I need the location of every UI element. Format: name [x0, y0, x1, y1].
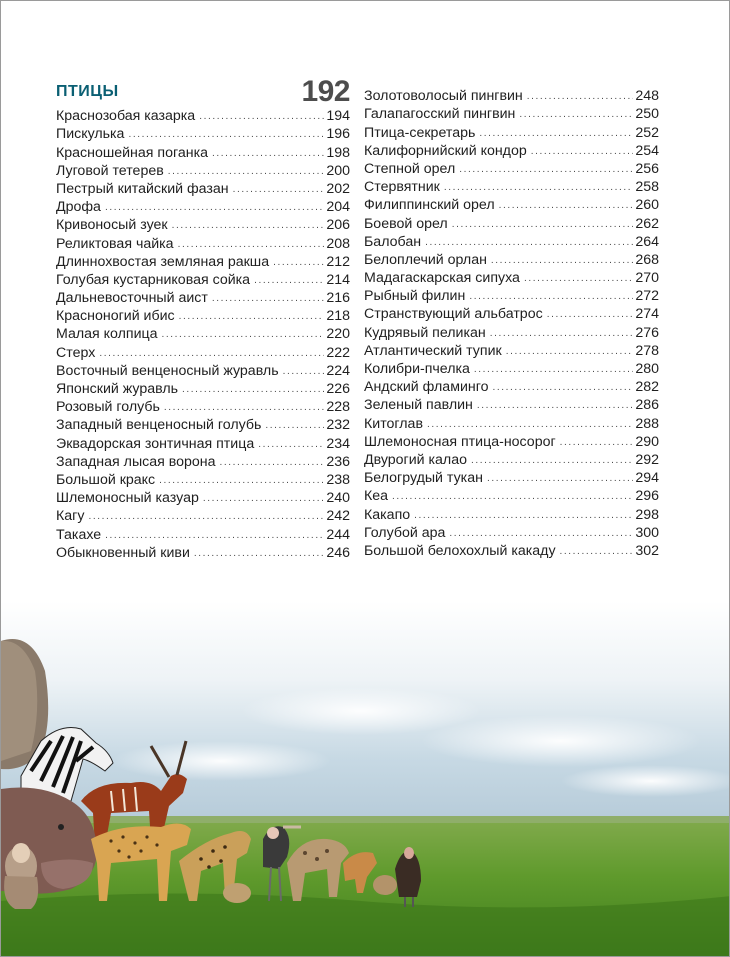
toc-leader-dots: [490, 324, 634, 342]
toc-entry-page: 290: [635, 433, 659, 450]
toc-entry-page: 244: [326, 526, 350, 543]
section-header: [56, 75, 350, 108]
toc-leader-dots: [283, 362, 325, 380]
toc-entry-name: Золотоволосый пингвин: [364, 88, 523, 105]
toc-leader-dots: [105, 526, 324, 544]
toc-entry: [364, 214, 659, 232]
toc-entry: [56, 271, 350, 289]
toc-leader-dots: [452, 215, 634, 233]
toc-entry-name: Кагу: [56, 508, 85, 525]
toc-entry-page: 238: [326, 471, 350, 488]
toc-leader-dots: [172, 216, 325, 234]
toc-entry-name: Галапагосский пингвин: [364, 106, 516, 123]
toc-entry-name: Балобан: [364, 233, 422, 250]
toc-entry-name: Колибри-пчелка: [364, 361, 470, 377]
toc-entry-name: Китоглав: [364, 415, 423, 432]
toc-entry-page: 298: [635, 506, 659, 523]
toc-entry: [364, 233, 659, 251]
toc-entry: [364, 142, 659, 160]
toc-entry: [364, 123, 659, 141]
toc-entry-name: Филиппинский орел: [364, 197, 495, 214]
toc-leader-dots: [194, 544, 324, 562]
section-title: ПТИЦЫ: [56, 83, 119, 100]
toc-entry: [56, 253, 350, 271]
toc-entry-page: 274: [635, 306, 659, 323]
toc-entry-name: Белоплечий орлан: [364, 251, 487, 268]
toc-entry: [56, 507, 350, 525]
toc-entry-page: 302: [635, 542, 659, 559]
toc-list-right: [364, 87, 659, 560]
toc-leader-dots: [265, 416, 324, 434]
toc-entry: [364, 87, 659, 105]
toc-entry-page: 202: [326, 180, 350, 197]
toc-entry-name: Пискулька: [56, 126, 125, 143]
toc-entry-page: 268: [635, 251, 659, 268]
toc-entry-name: Восточный венценосный журавль: [56, 362, 279, 379]
toc-entry: [364, 487, 659, 505]
toc-entry: [56, 453, 350, 471]
toc-entry-name: Красношейная поганка: [56, 144, 208, 161]
toc-entry-page: 206: [326, 217, 350, 234]
toc-entry-name: Какапо: [364, 506, 411, 523]
toc-entry-page: 200: [326, 162, 350, 179]
toc-entry-name: Длиннохвостая земляная ракша: [56, 253, 270, 270]
toc-entry: [364, 160, 659, 178]
toc-entry-page: 286: [635, 397, 659, 414]
toc-entry-name: Малая колпица: [56, 326, 158, 343]
toc-entry: [56, 471, 350, 489]
toc-entry: [364, 414, 659, 432]
toc-entry: [364, 342, 659, 360]
table-of-contents: [1, 75, 730, 571]
toc-entry-page: 242: [326, 508, 350, 525]
toc-entry-name: Дрофа: [56, 199, 101, 216]
toc-entry-page: 276: [635, 324, 659, 341]
toc-leader-dots: [547, 305, 634, 323]
toc-leader-dots: [179, 307, 325, 325]
toc-entry-name: Андский фламинго: [364, 379, 489, 396]
toc-leader-dots: [444, 178, 633, 196]
toc-leader-dots: [492, 378, 633, 396]
toc-entry-page: 260: [635, 197, 659, 214]
toc-entry-name: Мадагаскарская сипуха: [364, 270, 520, 287]
toc-entry-name: Калифорнийский кондор: [364, 142, 527, 159]
toc-entry: [364, 469, 659, 487]
toc-leader-dots: [487, 469, 633, 487]
toc-entry-page: 282: [635, 379, 659, 396]
toc-entry: [364, 360, 659, 378]
toc-entry: [364, 451, 659, 469]
toc-leader-dots: [178, 235, 325, 253]
toc-entry-page: 258: [635, 179, 659, 196]
toc-entry: [56, 544, 350, 562]
toc-entry-page: 272: [635, 288, 659, 305]
toc-entry-name: Большой кракс: [56, 471, 156, 488]
toc-entry-page: 250: [635, 106, 659, 123]
toc-entry: [364, 196, 659, 214]
toc-entry-page: 296: [635, 488, 659, 505]
toc-entry: [364, 505, 659, 523]
toc-entry-name: Западный венценосный голубь: [56, 417, 262, 434]
toc-entry-page: 236: [326, 453, 350, 470]
toc-entry-page: 224: [326, 362, 350, 379]
toc-entry-page: 278: [635, 342, 659, 359]
toc-leader-dots: [524, 269, 633, 287]
toc-list-left: [56, 107, 350, 562]
toc-entry-name: Голубая кустарниковая сойка: [56, 271, 251, 288]
toc-leader-dots: [471, 451, 633, 469]
toc-entry-name: Шлемоносный казуар: [56, 490, 199, 507]
toc-entry: [364, 323, 659, 341]
toc-entry-name: Белогрудый тукан: [364, 470, 483, 487]
toc-entry-name: Птица-секретарь: [364, 124, 476, 141]
toc-entry-page: 270: [635, 270, 659, 287]
toc-entry-page: 228: [326, 399, 350, 416]
toc-entry-name: Розовый голубь: [56, 399, 160, 416]
toc-leader-dots: [425, 233, 633, 251]
toc-entry-page: 292: [635, 451, 659, 468]
toc-leader-dots: [499, 196, 634, 214]
toc-entry-name: Такахе: [56, 526, 102, 543]
toc-entry-page: 226: [326, 381, 350, 397]
toc-leader-dots: [159, 471, 324, 489]
toc-leader-dots: [99, 344, 324, 362]
toc-entry-page: 248: [635, 88, 659, 105]
toc-leader-dots: [527, 87, 634, 105]
toc-entry-name: Западная лысая ворона: [56, 453, 216, 470]
toc-entry-name: Стервятник: [364, 179, 440, 196]
toc-leader-dots: [273, 253, 324, 271]
toc-entry-page: 256: [635, 160, 659, 177]
toc-entry: [56, 416, 350, 434]
toc-column-right: [364, 87, 659, 560]
toc-leader-dots: [233, 180, 325, 198]
toc-leader-dots: [474, 360, 633, 378]
toc-leader-dots: [506, 342, 634, 360]
toc-entry-page: 208: [326, 235, 350, 252]
toc-leader-dots: [162, 325, 325, 343]
toc-entry-name: Обыкновенный киви: [56, 544, 190, 561]
toc-entry-page: 234: [326, 435, 350, 452]
toc-leader-dots: [254, 271, 324, 289]
toc-entry-page: 246: [326, 544, 350, 561]
toc-entry-page: 254: [635, 142, 659, 159]
toc-leader-dots: [182, 380, 324, 398]
toc-entry: [56, 434, 350, 452]
toc-entry-page: 204: [326, 199, 350, 216]
toc-entry-page: 280: [635, 361, 659, 377]
toc-entry-name: Странствующий альбатрос: [364, 306, 543, 323]
toc-entry: [56, 380, 350, 398]
toc-entry: [56, 289, 350, 307]
toc-entry: [56, 489, 350, 507]
toc-leader-dots: [212, 289, 324, 307]
toc-entry: [364, 287, 659, 305]
toc-leader-dots: [220, 453, 325, 471]
toc-entry-name: Кудрявый пеликан: [364, 324, 486, 341]
toc-leader-dots: [560, 433, 634, 451]
toc-leader-dots: [459, 160, 633, 178]
toc-entry-page: 222: [326, 344, 350, 361]
toc-entry: [56, 362, 350, 380]
toc-leader-dots: [128, 125, 324, 143]
toc-entry-page: 262: [635, 215, 659, 232]
toc-entry-page: 196: [326, 126, 350, 143]
toc-entry: [364, 396, 659, 414]
toc-entry-name: Большой белохохлый какаду: [364, 542, 556, 559]
toc-entry-name: Японский журавль: [56, 381, 178, 397]
toc-entry: [56, 162, 350, 180]
toc-leader-dots: [469, 287, 633, 305]
toc-entry: [56, 325, 350, 343]
toc-entry: [56, 343, 350, 361]
toc-entry: [56, 398, 350, 416]
toc-entry: [364, 251, 659, 269]
toc-entry-name: Красноногий ибис: [56, 308, 175, 325]
toc-entry-name: Пестрый китайский фазан: [56, 180, 229, 197]
toc-leader-dots: [414, 506, 633, 524]
toc-entry-page: 220: [326, 326, 350, 343]
toc-leader-dots: [199, 107, 324, 125]
toc-entry: [364, 433, 659, 451]
toc-leader-dots: [168, 162, 325, 180]
toc-entry-page: 288: [635, 415, 659, 432]
toc-leader-dots: [531, 142, 634, 160]
toc-leader-dots: [203, 489, 324, 507]
toc-leader-dots: [88, 507, 324, 525]
toc-entry-page: 252: [635, 124, 659, 141]
toc-entry-name: Кривоносый зуек: [56, 217, 168, 234]
toc-entry: [56, 307, 350, 325]
toc-entry-name: Зеленый павлин: [364, 397, 473, 414]
toc-entry-name: Эквадорская зонтичная птица: [56, 435, 255, 452]
toc-leader-dots: [392, 487, 633, 505]
toc-leader-dots: [477, 396, 633, 414]
toc-entry-name: Атлантический тупик: [364, 342, 502, 359]
toc-entry: [56, 525, 350, 543]
toc-entry: [364, 105, 659, 123]
toc-entry-page: 218: [326, 308, 350, 325]
toc-entry: [56, 216, 350, 234]
toc-entry-page: 300: [635, 524, 659, 541]
toc-leader-dots: [560, 542, 634, 560]
toc-entry: [364, 269, 659, 287]
toc-entry: [56, 180, 350, 198]
toc-entry-name: Краснозобая казарка: [56, 108, 196, 125]
section-page-number: 192: [301, 75, 350, 108]
toc-entry-name: Боевой орел: [364, 215, 448, 232]
toc-entry-page: 194: [326, 108, 350, 125]
toc-entry-page: 212: [326, 253, 350, 270]
toc-entry-page: 240: [326, 490, 350, 507]
toc-leader-dots: [491, 251, 633, 269]
toc-column-left: [56, 75, 350, 562]
toc-entry-name: Шлемоносная птица-носорог: [364, 433, 556, 450]
toc-entry-page: 198: [326, 144, 350, 161]
toc-leader-dots: [258, 435, 324, 453]
toc-entry-page: 232: [326, 417, 350, 434]
toc-entry-name: Степной орел: [364, 160, 456, 177]
toc-entry-page: 216: [326, 290, 350, 307]
toc-entry: [364, 524, 659, 542]
toc-entry-page: 294: [635, 470, 659, 487]
toc-entry-name: Голубой ара: [364, 524, 446, 541]
toc-entry-name: Луговой тетерев: [56, 162, 164, 179]
toc-entry-name: Кеа: [364, 488, 389, 505]
toc-entry: [56, 198, 350, 216]
toc-entry: [56, 234, 350, 252]
toc-leader-dots: [479, 124, 633, 142]
toc-leader-dots: [212, 144, 324, 162]
toc-entry-page: 214: [326, 271, 350, 288]
toc-entry: [364, 542, 659, 560]
toc-entry-name: Реликтовая чайка: [56, 235, 174, 252]
toc-leader-dots: [164, 398, 324, 416]
toc-leader-dots: [105, 198, 324, 216]
toc-entry-name: Рыбный филин: [364, 288, 466, 305]
toc-entry-page: 264: [635, 233, 659, 250]
toc-entry: [56, 143, 350, 161]
toc-entry: [364, 378, 659, 396]
toc-leader-dots: [427, 415, 633, 433]
toc-entry: [56, 125, 350, 143]
toc-entry: [364, 305, 659, 323]
toc-entry-name: Дальневосточный аист: [56, 290, 208, 307]
toc-leader-dots: [449, 524, 633, 542]
toc-entry: [364, 178, 659, 196]
toc-entry: [56, 107, 350, 125]
toc-entry-name: Стерх: [56, 344, 96, 361]
toc-entry-name: Двурогий калао: [364, 451, 467, 468]
toc-leader-dots: [519, 105, 633, 123]
savanna-illustration: [1, 601, 730, 957]
